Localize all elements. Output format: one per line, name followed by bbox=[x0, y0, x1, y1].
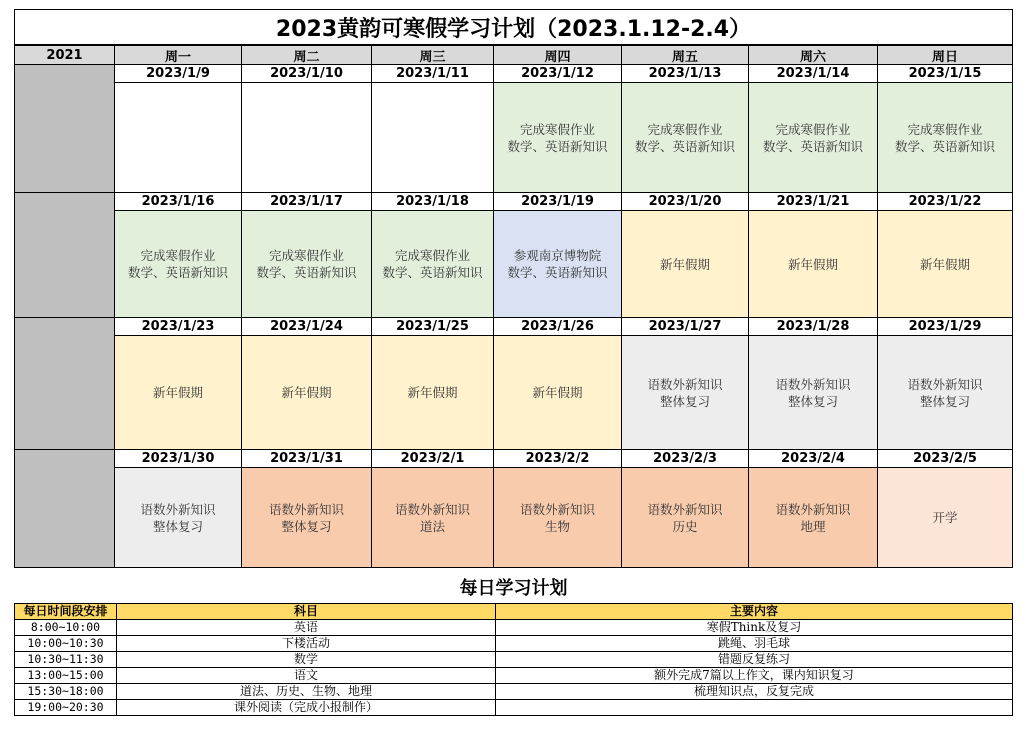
activity-cell: 新年假期 bbox=[494, 336, 622, 450]
weekday-header: 周六 bbox=[749, 45, 878, 65]
daily-plan-title: 每日学习计划 bbox=[459, 578, 568, 599]
activity-cell bbox=[115, 83, 242, 193]
date-cell: 2023/1/27 bbox=[622, 318, 749, 336]
date-cell: 2023/1/28 bbox=[749, 318, 878, 336]
content-cell bbox=[496, 700, 1013, 716]
activity-cell: 新年假期 bbox=[242, 336, 372, 450]
date-cell: 2023/2/4 bbox=[749, 450, 878, 468]
date-cell: 2023/1/23 bbox=[115, 318, 242, 336]
daily-plan-header-row bbox=[15, 604, 1013, 620]
date-cell: 2023/1/29 bbox=[878, 318, 1013, 336]
subject-cell: 下楼活动 bbox=[117, 636, 496, 652]
week-row-label bbox=[14, 65, 115, 193]
weekday-header: 周五 bbox=[622, 45, 749, 65]
activity-cell: 语数外新知识 整体复习 bbox=[749, 336, 878, 450]
date-cell: 2023/1/20 bbox=[622, 193, 749, 211]
weekday-header: 周一 bbox=[115, 45, 242, 65]
weekday-header: 周二 bbox=[242, 45, 372, 65]
table-row bbox=[15, 684, 1013, 700]
table-row bbox=[15, 620, 1013, 636]
daily-plan-table bbox=[14, 603, 1013, 716]
date-cell: 2023/1/31 bbox=[242, 450, 372, 468]
activity-cell: 完成寒假作业 数学、英语新知识 bbox=[115, 211, 242, 318]
activity-cell: 新年假期 bbox=[372, 336, 494, 450]
activity-cell: 开学 bbox=[878, 468, 1013, 568]
weekday-header: 周四 bbox=[494, 45, 622, 65]
activity-cell: 语数外新知识 历史 bbox=[622, 468, 749, 568]
date-cell: 2023/1/9 bbox=[115, 65, 242, 83]
activity-cell: 完成寒假作业 数学、英语新知识 bbox=[622, 83, 749, 193]
column-header-time: 每日时间段安排 bbox=[15, 604, 117, 620]
week-row-label bbox=[14, 318, 115, 450]
date-cell: 2023/1/17 bbox=[242, 193, 372, 211]
date-cell: 2023/1/30 bbox=[115, 450, 242, 468]
subject-cell: 道法、历史、生物、地理 bbox=[117, 684, 496, 700]
activity-cell bbox=[372, 83, 494, 193]
subject-cell: 英语 bbox=[117, 620, 496, 636]
activity-cell: 完成寒假作业 数学、英语新知识 bbox=[749, 83, 878, 193]
content-cell: 额外完成7篇以上作文，课内知识复习 bbox=[496, 668, 1013, 684]
date-cell: 2023/1/13 bbox=[622, 65, 749, 83]
content-cell: 寒假Think及复习 bbox=[496, 620, 1013, 636]
year-header: 2021 bbox=[14, 45, 115, 65]
date-cell: 2023/1/12 bbox=[494, 65, 622, 83]
date-cell: 2023/1/25 bbox=[372, 318, 494, 336]
page-title: 2023黄韵可寒假学习计划（2023.1.12-2.4） bbox=[14, 9, 1013, 45]
content-cell: 梳理知识点，反复完成 bbox=[496, 684, 1013, 700]
date-cell: 2023/1/11 bbox=[372, 65, 494, 83]
date-cell: 2023/1/21 bbox=[749, 193, 878, 211]
content-cell: 跳绳、羽毛球 bbox=[496, 636, 1013, 652]
date-cell: 2023/1/22 bbox=[878, 193, 1013, 211]
column-header-content: 主要内容 bbox=[496, 604, 1013, 620]
week-row-label bbox=[14, 193, 115, 318]
activity-cell: 完成寒假作业 数学、英语新知识 bbox=[372, 211, 494, 318]
date-cell: 2023/1/18 bbox=[372, 193, 494, 211]
activity-cell: 完成寒假作业 数学、英语新知识 bbox=[494, 83, 622, 193]
activity-cell bbox=[242, 83, 372, 193]
weekday-header: 周日 bbox=[878, 45, 1013, 65]
time-slot-cell: 13:00~15:00 bbox=[15, 668, 117, 684]
activity-cell: 语数外新知识 整体复习 bbox=[242, 468, 372, 568]
time-slot-cell: 19:00~20:30 bbox=[15, 700, 117, 716]
activity-cell: 语数外新知识 整体复习 bbox=[115, 468, 242, 568]
time-slot-cell: 10:30~11:30 bbox=[15, 652, 117, 668]
activity-cell: 完成寒假作业 数学、英语新知识 bbox=[878, 83, 1013, 193]
activity-cell: 新年假期 bbox=[115, 336, 242, 450]
activity-cell: 语数外新知识 整体复习 bbox=[878, 336, 1013, 450]
subject-cell: 课外阅读（完成小报制作） bbox=[117, 700, 496, 716]
date-cell: 2023/1/10 bbox=[242, 65, 372, 83]
time-slot-cell: 15:30~18:00 bbox=[15, 684, 117, 700]
date-cell: 2023/1/19 bbox=[494, 193, 622, 211]
activity-cell: 新年假期 bbox=[622, 211, 749, 318]
date-cell: 2023/1/26 bbox=[494, 318, 622, 336]
activity-cell: 新年假期 bbox=[878, 211, 1013, 318]
activity-cell: 语数外新知识 生物 bbox=[494, 468, 622, 568]
activity-cell: 语数外新知识 地理 bbox=[749, 468, 878, 568]
activity-cell: 语数外新知识 整体复习 bbox=[622, 336, 749, 450]
activity-cell: 新年假期 bbox=[749, 211, 878, 318]
subject-cell: 语文 bbox=[117, 668, 496, 684]
time-slot-cell: 8:00~10:00 bbox=[15, 620, 117, 636]
weekday-header: 周三 bbox=[372, 45, 494, 65]
table-row bbox=[15, 700, 1013, 716]
date-cell: 2023/1/16 bbox=[115, 193, 242, 211]
subject-cell: 数学 bbox=[117, 652, 496, 668]
date-cell: 2023/2/1 bbox=[372, 450, 494, 468]
content-cell: 错题反复练习 bbox=[496, 652, 1013, 668]
date-cell: 2023/2/2 bbox=[494, 450, 622, 468]
activity-cell: 参观南京博物院 数学、英语新知识 bbox=[494, 211, 622, 318]
table-row bbox=[15, 652, 1013, 668]
date-cell: 2023/2/3 bbox=[622, 450, 749, 468]
activity-cell: 语数外新知识 道法 bbox=[372, 468, 494, 568]
date-cell: 2023/1/24 bbox=[242, 318, 372, 336]
table-row bbox=[15, 668, 1013, 684]
date-cell: 2023/1/15 bbox=[878, 65, 1013, 83]
date-cell: 2023/1/14 bbox=[749, 65, 878, 83]
date-cell: 2023/2/5 bbox=[878, 450, 1013, 468]
activity-cell: 完成寒假作业 数学、英语新知识 bbox=[242, 211, 372, 318]
week-row-label bbox=[14, 450, 115, 568]
time-slot-cell: 10:00~10:30 bbox=[15, 636, 117, 652]
column-header-subject: 科目 bbox=[117, 604, 496, 620]
table-row bbox=[15, 636, 1013, 652]
